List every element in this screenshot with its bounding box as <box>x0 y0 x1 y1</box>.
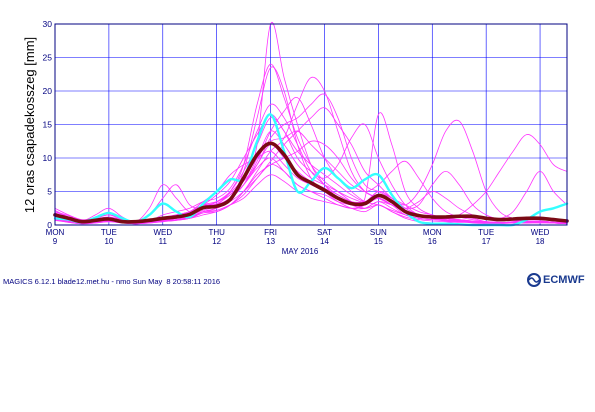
ecmwf-logo-icon <box>527 273 541 287</box>
x-tick-labels <box>46 228 550 246</box>
x-tick-day: 17 <box>481 237 491 246</box>
footer-info: MAGICS 6.12.1 blade12.met.hu - nmo Sun May 8 20:58:11 2016 <box>3 277 221 286</box>
y-tick-labels <box>43 19 53 230</box>
x-tick-dow: TUE <box>478 228 495 237</box>
x-tick-dow: WED <box>153 228 173 237</box>
y-axis-label: 12 oras csapadekosszeg [mm] <box>22 36 37 214</box>
y-tick-label: 15 <box>42 119 52 130</box>
x-tick-dow: TUE <box>100 228 117 237</box>
x-tick-dow: FRI <box>264 228 278 237</box>
x-tick-day: 18 <box>535 237 545 246</box>
y-tick-label: 0 <box>47 220 52 230</box>
x-tick-day: 16 <box>427 237 437 246</box>
x-tick-day: 10 <box>104 237 114 246</box>
x-tick-day: 11 <box>158 237 167 246</box>
x-tick-day: 13 <box>266 237 276 246</box>
x-tick-dow: SAT <box>316 228 332 237</box>
y-tick-label: 20 <box>42 86 52 96</box>
x-tick-day: 12 <box>212 237 222 246</box>
y-tick-label: 5 <box>47 186 52 197</box>
ecmwf-logo-text: ECMWF <box>543 274 585 286</box>
x-tick-dow: SUN <box>369 228 387 237</box>
ecmwf-logo <box>527 272 585 288</box>
x-tick-dow: THU <box>208 228 225 237</box>
x-tick-dow: WED <box>530 228 550 237</box>
x-tick-day: 14 <box>320 237 329 246</box>
x-axis-label: MAY 2016 <box>281 247 319 256</box>
x-tick-day: 15 <box>373 237 383 246</box>
y-tick-label: 25 <box>42 52 52 63</box>
y-tick-label: 10 <box>42 153 52 163</box>
x-tick-dow: MON <box>422 228 442 237</box>
x-tick-day: 9 <box>52 237 58 246</box>
y-tick-label: 30 <box>42 19 52 29</box>
x-tick-dow: MON <box>45 228 65 237</box>
